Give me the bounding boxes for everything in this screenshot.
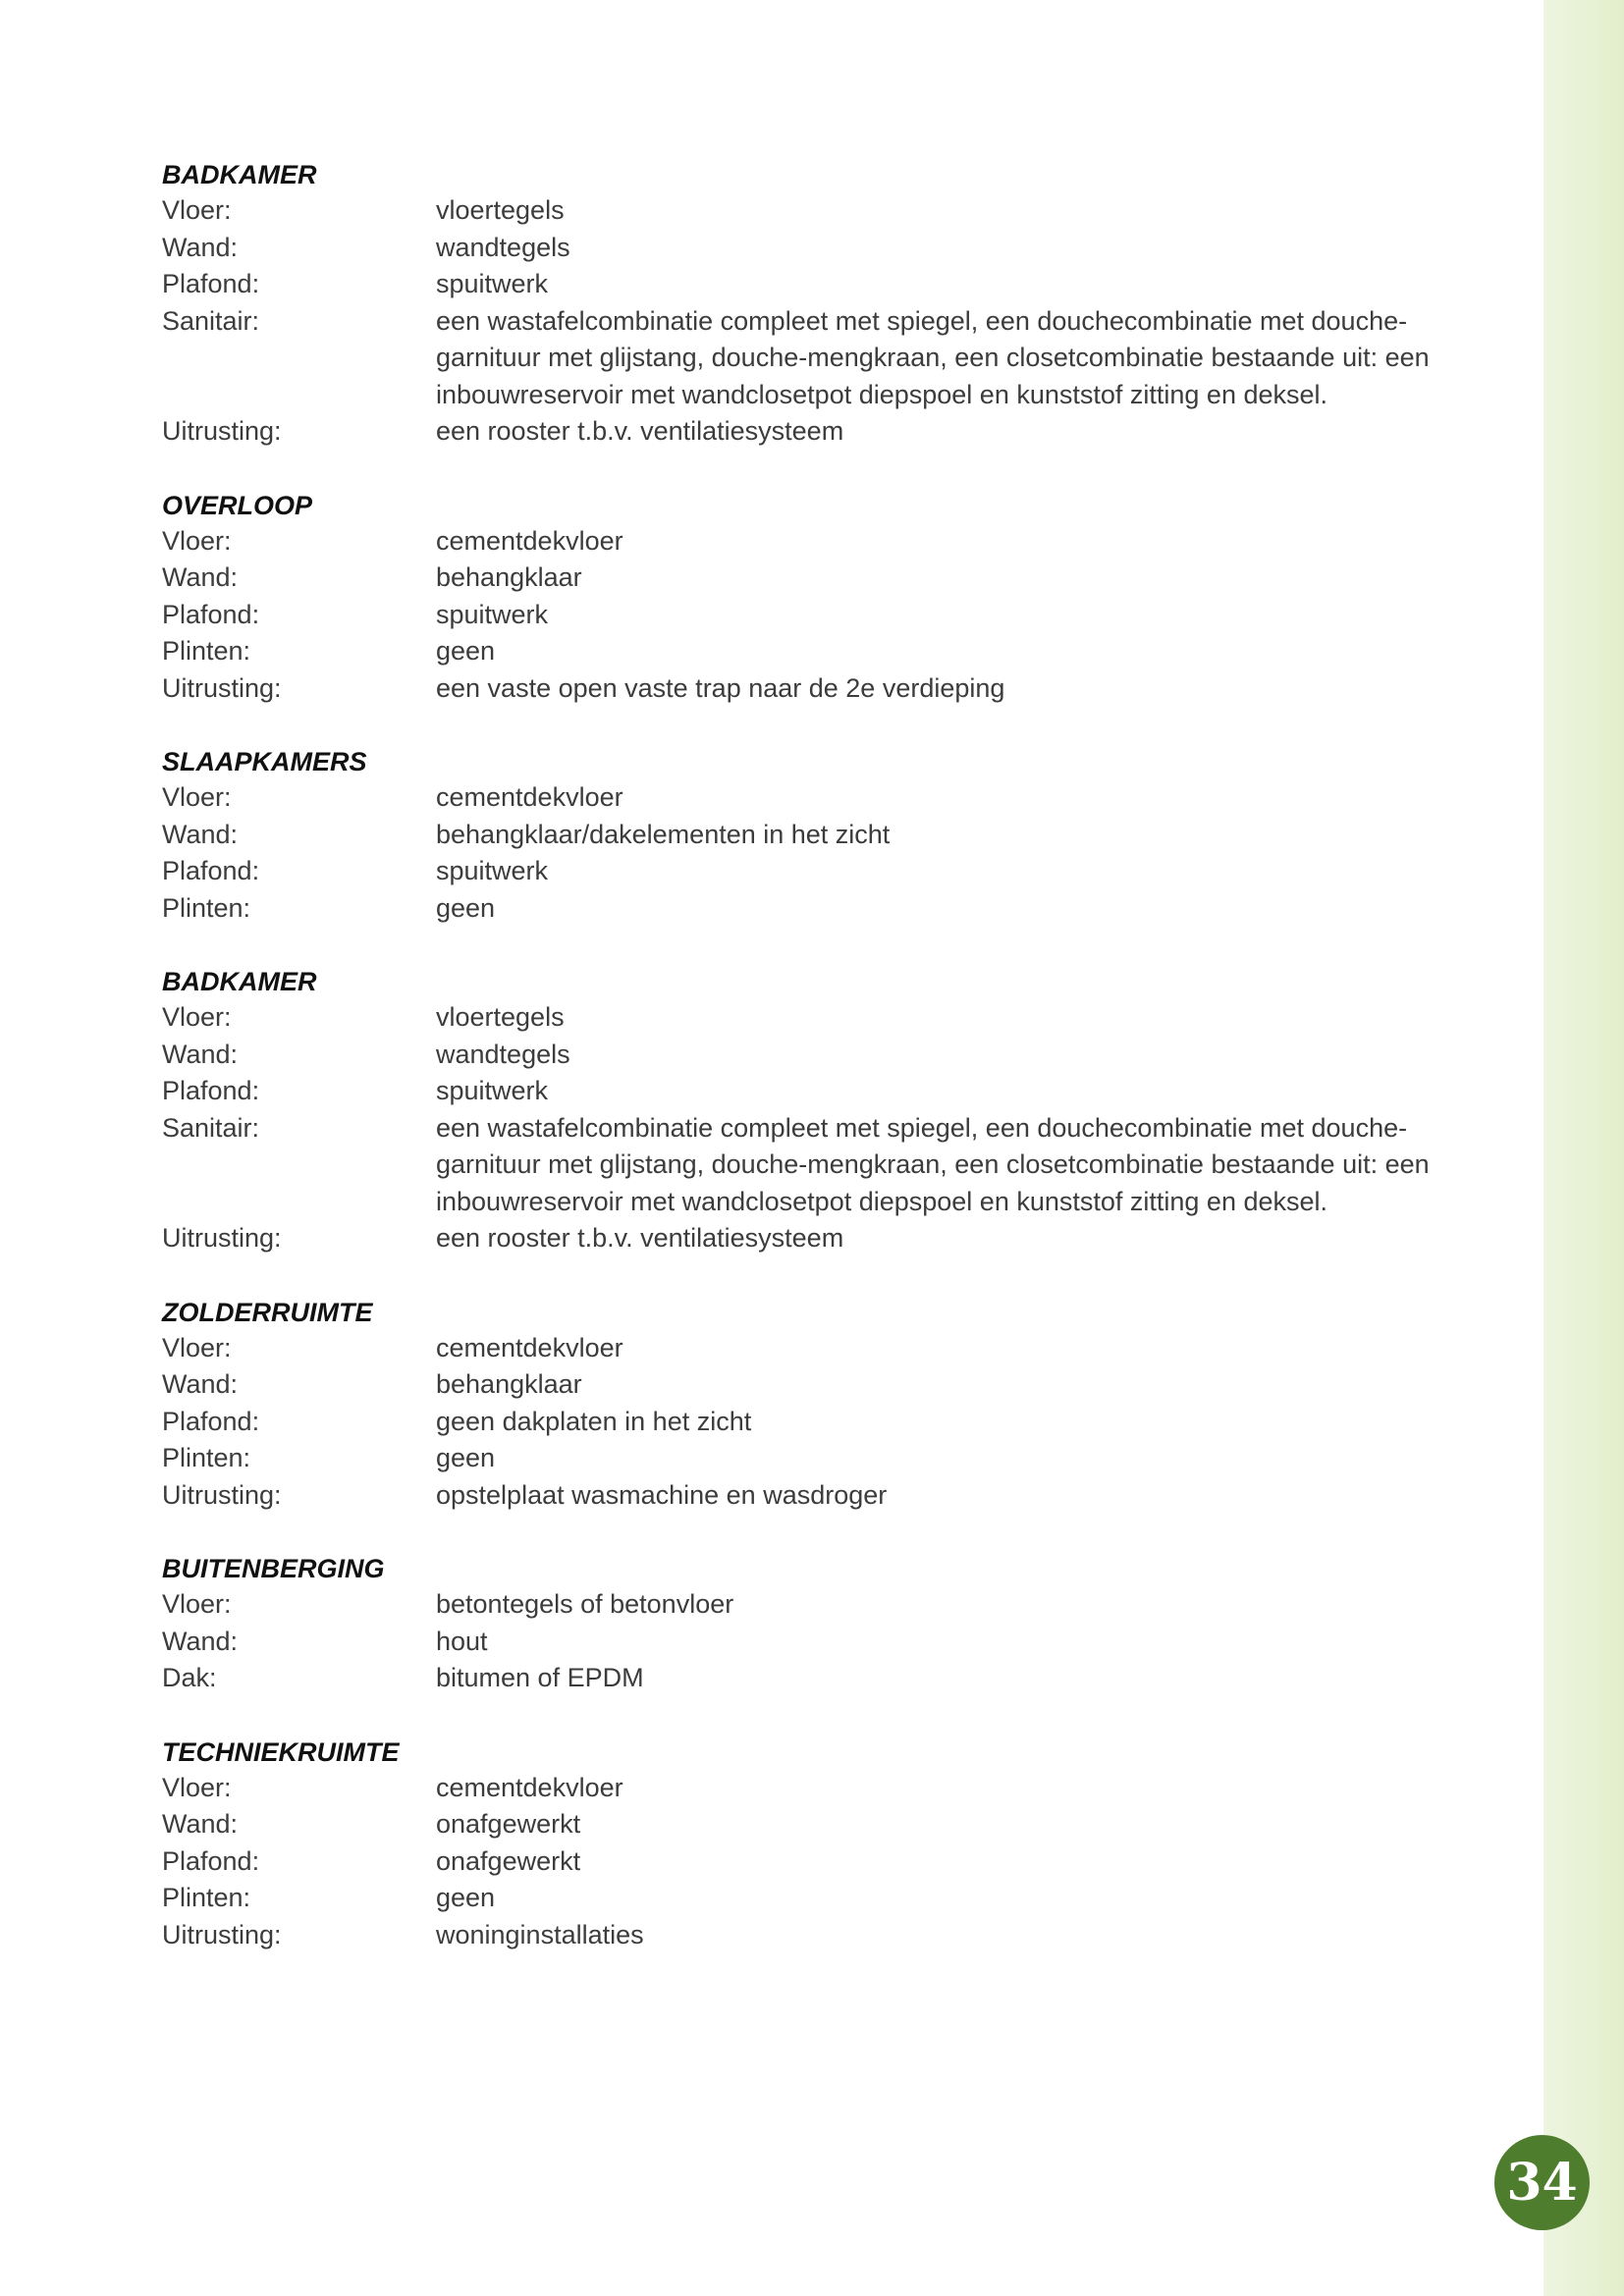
spec-label: Vloer: (162, 1002, 232, 1032)
spec-value: onafgewerkt (436, 1845, 581, 1876)
spec-row (162, 633, 1478, 670)
spec-row (162, 890, 1478, 928)
spec-row (162, 1880, 1478, 1917)
spec-value: behangklaar (436, 1369, 582, 1399)
section-title: BUITENBERGING (162, 1554, 385, 1583)
spec-value: wandtegels (436, 232, 570, 262)
spec-label: Plafond: (162, 1406, 260, 1436)
spec-row (162, 1404, 1478, 1441)
spec-row (162, 1110, 1478, 1221)
spec-row (162, 779, 1478, 817)
spec-value: geen (436, 636, 496, 666)
spec-label: Vloer: (162, 1772, 232, 1802)
section-overloop (162, 488, 1478, 708)
spec-value: geen (436, 892, 496, 923)
spec-value: geen dakplaten in het zicht (436, 1406, 752, 1436)
spec-row (162, 1366, 1478, 1404)
section-techniekruimte (162, 1735, 1478, 1954)
spec-label: Vloer: (162, 195, 232, 225)
section-badkamer (162, 157, 1478, 451)
spec-row (162, 597, 1478, 634)
page-number-badge: 34 (1494, 2135, 1590, 2230)
spec-value: cementdekvloer (436, 1332, 623, 1362)
spec-value: een rooster t.b.v. ventilatiesysteem (436, 416, 844, 446)
spec-label: Dak: (162, 1663, 217, 1692)
spec-label: Wand: (162, 232, 239, 262)
spec-value: vloertegels (436, 1002, 565, 1032)
spec-value: geen (436, 1443, 496, 1472)
specification-content (162, 157, 1478, 1991)
section-title: OVERLOOP (162, 490, 313, 520)
spec-label: Wand: (162, 562, 239, 592)
spec-label: Sanitair: (162, 1112, 260, 1143)
spec-label: Plafond: (162, 1845, 260, 1876)
spec-value: onafgewerkt (436, 1809, 581, 1839)
section-buitenberging (162, 1551, 1478, 1697)
spec-row (162, 266, 1478, 303)
spec-label: Vloer: (162, 1589, 232, 1619)
spec-value: behangklaar/dakelementen in het zicht (436, 819, 891, 849)
spec-label: Uitrusting: (162, 672, 282, 703)
spec-row (162, 1330, 1478, 1367)
section-zolderruimte (162, 1295, 1478, 1515)
section-title: ZOLDERRUIMTE (162, 1297, 373, 1327)
spec-row (162, 1770, 1478, 1807)
spec-value: wandtegels (436, 1039, 570, 1069)
spec-row (162, 1586, 1478, 1624)
side-band (1543, 0, 1624, 2296)
spec-label: Wand: (162, 1039, 239, 1069)
spec-label: Plinten: (162, 636, 251, 666)
spec-row (162, 192, 1478, 230)
spec-row (162, 1806, 1478, 1843)
spec-label: Vloer: (162, 782, 232, 812)
spec-value: vloertegels (436, 195, 565, 225)
spec-label: Wand: (162, 1626, 239, 1656)
spec-label: Uitrusting: (162, 1919, 282, 1949)
spec-label: Sanitair: (162, 305, 260, 336)
spec-value: spuitwerk (436, 599, 549, 629)
spec-label: Plinten: (162, 892, 251, 923)
spec-row (162, 853, 1478, 890)
spec-value: bitumen of EPDM (436, 1663, 644, 1692)
spec-label: Plafond: (162, 1076, 260, 1105)
spec-row (162, 1660, 1478, 1697)
spec-row (162, 1477, 1478, 1515)
spec-row (162, 303, 1478, 414)
spec-value: cementdekvloer (436, 782, 623, 812)
spec-value: opstelplaat wasmachine en wasdroger (436, 1479, 888, 1510)
spec-row (162, 1073, 1478, 1110)
spec-value: hout (436, 1626, 488, 1656)
spec-label: Uitrusting: (162, 1479, 282, 1510)
spec-value: cementdekvloer (436, 525, 623, 556)
spec-row (162, 230, 1478, 267)
spec-label: Plinten: (162, 1883, 251, 1912)
spec-value: een rooster t.b.v. ventilatiesysteem (436, 1223, 844, 1253)
spec-label: Wand: (162, 1809, 239, 1839)
spec-row (162, 413, 1478, 451)
spec-row (162, 670, 1478, 708)
spec-value: een vaste open vaste trap naar de 2e verdieping (436, 672, 1005, 703)
spec-row (162, 560, 1478, 597)
spec-value: woninginstallaties (436, 1919, 644, 1949)
spec-label: Plafond: (162, 269, 260, 298)
section-title: BADKAMER (162, 160, 317, 189)
spec-row (162, 1624, 1478, 1661)
section-title: TECHNIEKRUIMTE (162, 1736, 400, 1767)
spec-value: spuitwerk (436, 1076, 549, 1105)
spec-label: Vloer: (162, 1332, 232, 1362)
spec-row (162, 1220, 1478, 1257)
spec-row (162, 1037, 1478, 1074)
spec-label: Wand: (162, 1369, 239, 1399)
spec-label: Vloer: (162, 525, 232, 556)
spec-value: geen (436, 1883, 496, 1912)
spec-value: spuitwerk (436, 856, 549, 885)
spec-value: een wastafelcombinatie compleet met spiegel, een douchecombinatie met douche-garnituur met glijstang, douche-mengkraan, een closetcombinatie bestaande uit: een inbouwreservoir met wandclosetpot diepspoel en kunststof zitting en deksel. (436, 1112, 1430, 1216)
spec-value: cementdekvloer (436, 1772, 623, 1802)
spec-row (162, 817, 1478, 854)
spec-label: Plafond: (162, 856, 260, 885)
spec-value: behangklaar (436, 562, 582, 592)
spec-value: een wastafelcombinatie compleet met spiegel, een douchecombinatie met douche-garnituur met glijstang, douche-mengkraan, een closetcombinatie bestaande uit: een inbouwreservoir met wandclosetpot diepspoel en kunststof zitting en deksel. (436, 305, 1430, 409)
section-badkamer-2 (162, 964, 1478, 1257)
spec-value: spuitwerk (436, 269, 549, 298)
spec-row (162, 1440, 1478, 1477)
section-title: BADKAMER (162, 967, 317, 996)
section-title: SLAAPKAMERS (162, 747, 367, 776)
spec-label: Uitrusting: (162, 1223, 282, 1253)
section-slaapkamers (162, 744, 1478, 927)
spec-row (162, 1843, 1478, 1881)
spec-value: betontegels of betonvloer (436, 1589, 734, 1619)
spec-label: Plafond: (162, 599, 260, 629)
spec-label: Uitrusting: (162, 416, 282, 446)
spec-row (162, 523, 1478, 561)
spec-row (162, 1917, 1478, 1954)
spec-label: Wand: (162, 819, 239, 849)
spec-label: Plinten: (162, 1443, 251, 1472)
spec-row (162, 999, 1478, 1037)
